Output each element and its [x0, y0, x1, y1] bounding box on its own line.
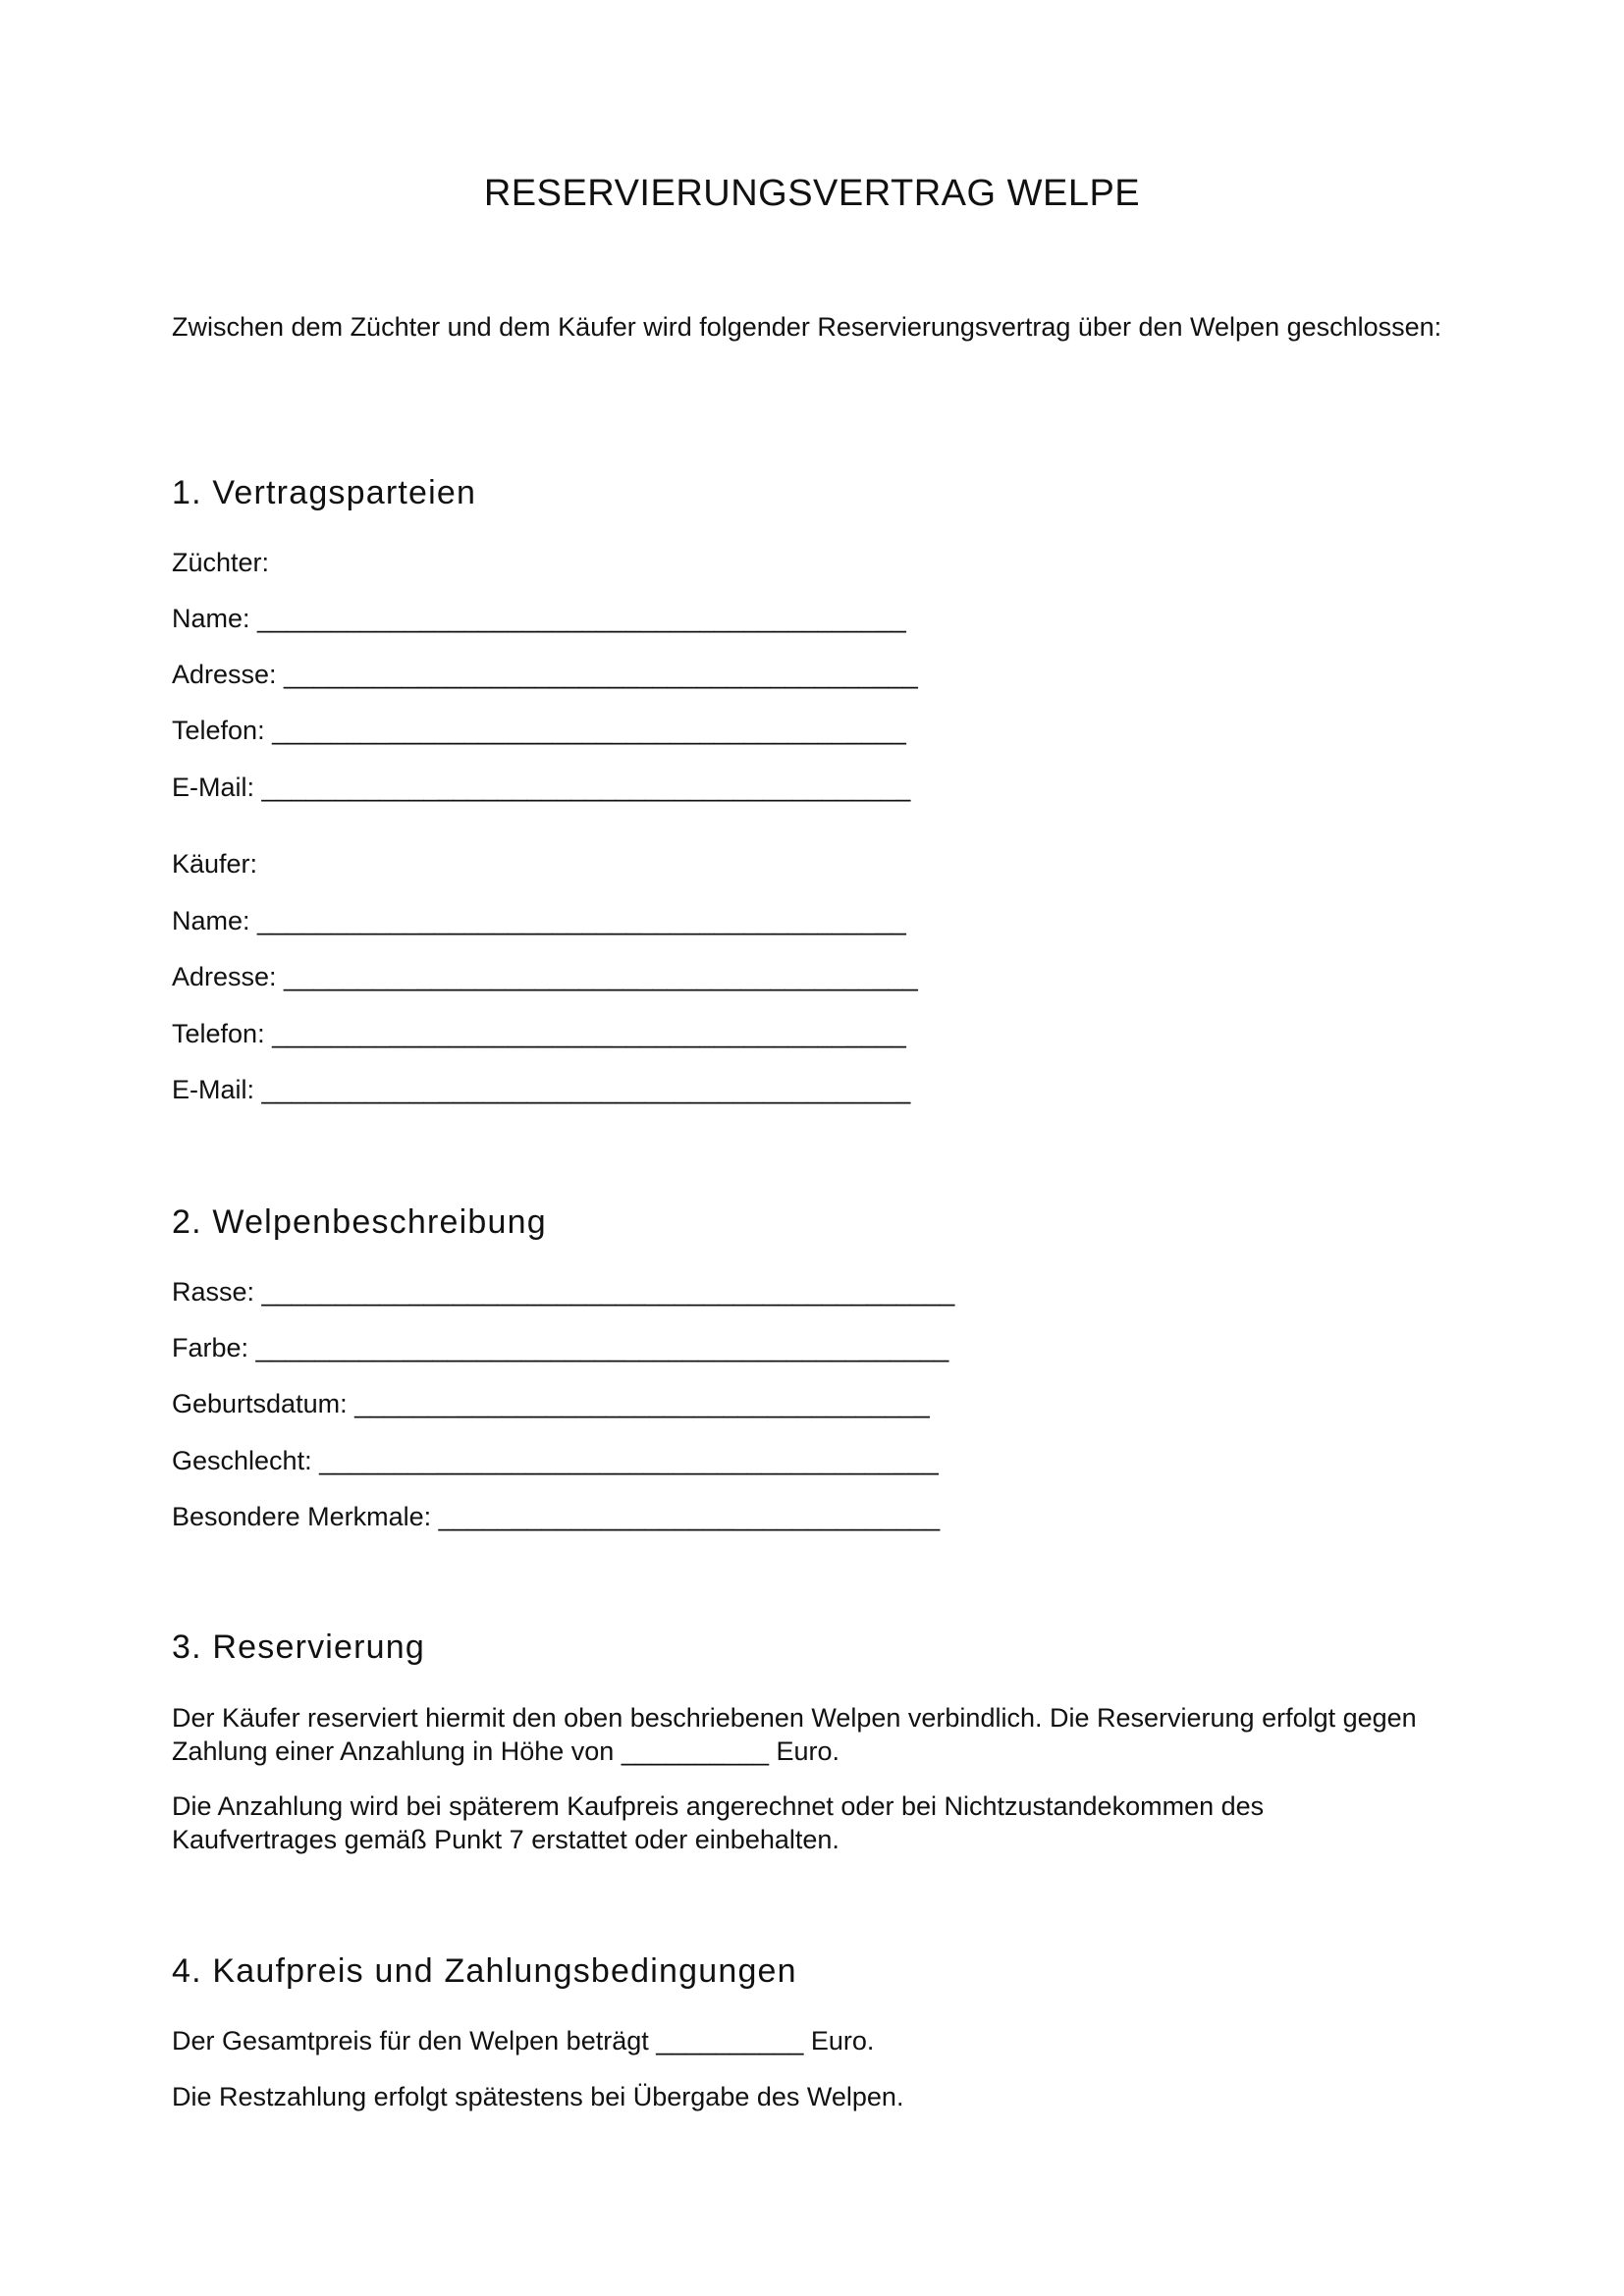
breeder-label: Züchter:: [172, 548, 270, 577]
intro-paragraph: Zwischen dem Züchter und dem Käufer wird folgender Reservierungsvertrag über den Welpen geschlossen:: [172, 312, 1442, 342]
deposit-text-line-2: Kaufvertrages gemäß Punkt 7 erstattet oder einbehalten.: [172, 1825, 839, 1854]
document-title: RESERVIERUNGSVERTRAG WELPE: [483, 173, 1141, 214]
breeder-phone-field[interactable]: Telefon: ___________________________________________: [172, 716, 906, 745]
buyer-phone-field[interactable]: Telefon: ___________________________________________: [172, 1019, 906, 1048]
breed-field[interactable]: Rasse: _______________________________________________: [172, 1277, 955, 1307]
birthdate-field[interactable]: Geburtsdatum: _______________________________________: [172, 1389, 930, 1418]
deposit-text-line-1: Die Anzahlung wird bei späterem Kaufpreis angerechnet oder bei Nichtzustandekommen des: [172, 1791, 1265, 1821]
section-3-heading: 3. Reservierung: [172, 1629, 426, 1666]
total-price-line[interactable]: Der Gesamtpreis für den Welpen beträgt __________ Euro.: [172, 2026, 875, 2056]
color-field[interactable]: Farbe: _______________________________________________: [172, 1333, 949, 1362]
section-2-heading: 2. Welpenbeschreibung: [172, 1203, 547, 1241]
section-1-heading: 1. Vertragsparteien: [172, 474, 477, 511]
payment-terms-line: Die Restzahlung erfolgt spätestens bei Übergabe des Welpen.: [172, 2082, 904, 2111]
buyer-address-field[interactable]: Adresse: ___________________________________________: [172, 962, 918, 991]
breeder-email-field[interactable]: E-Mail: ____________________________________________: [172, 773, 911, 802]
sex-field[interactable]: Geschlecht: __________________________________________: [172, 1446, 939, 1475]
reservation-text-line-1: Der Käufer reserviert hiermit den oben beschriebenen Welpen verbindlich. Die Reservierung erfolgt gegen: [172, 1703, 1417, 1733]
deposit-amount-line[interactable]: Zahlung einer Anzahlung in Höhe von __________ Euro.: [172, 1736, 840, 1766]
section-4-heading: 4. Kaufpreis und Zahlungsbedingungen: [172, 1952, 797, 1990]
breeder-name-field[interactable]: Name: ____________________________________________: [172, 604, 906, 633]
buyer-name-field[interactable]: Name: ____________________________________________: [172, 906, 906, 935]
buyer-email-field[interactable]: E-Mail: ____________________________________________: [172, 1075, 911, 1104]
special-features-field[interactable]: Besondere Merkmale: __________________________________: [172, 1502, 941, 1531]
buyer-label: Käufer:: [172, 849, 258, 879]
breeder-address-field[interactable]: Adresse: ___________________________________________: [172, 660, 918, 689]
